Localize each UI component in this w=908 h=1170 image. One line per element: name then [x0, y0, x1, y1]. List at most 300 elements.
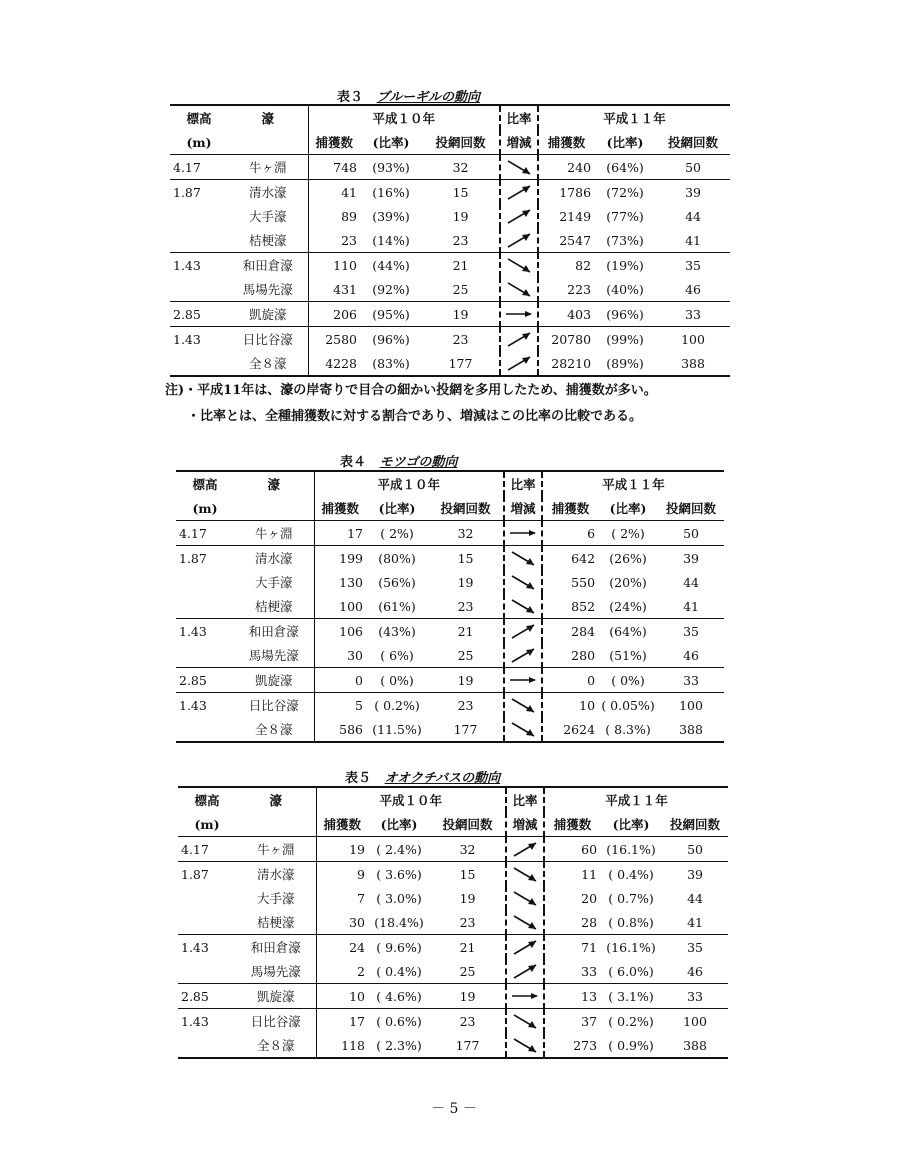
cell-pct10: (95%) — [360, 302, 422, 327]
col-header-nets11: 投網回数 — [668, 135, 719, 150]
cell-trend — [506, 984, 544, 1009]
cell-pct10: (93%) — [360, 155, 422, 180]
trend-down-arrow-icon — [508, 597, 538, 615]
cell-altitude: 2.85 — [170, 302, 228, 327]
table4-title — [340, 451, 457, 470]
cell-pct10: ( 3.6%) — [368, 862, 430, 887]
cell-count10: 10 — [316, 984, 368, 1009]
cell-nets11: 44 — [683, 574, 699, 590]
cell-count10: 9 — [316, 862, 368, 887]
table-row — [178, 1009, 728, 1034]
trend-down-arrow-icon — [510, 889, 540, 907]
cell-nets11: 44 — [687, 890, 703, 906]
cell-moat: 全８濠 — [236, 1033, 316, 1058]
cell-moat: 清水濠 — [234, 546, 314, 571]
trend-up-arrow-icon — [504, 330, 534, 348]
cell-nets10: 15 — [428, 546, 504, 571]
cell-count10: 199 — [314, 546, 366, 571]
cell-count11: 71 — [544, 935, 600, 960]
cell-count10: 30 — [347, 647, 363, 663]
cell-moat: 凱旋濠 — [236, 984, 316, 1009]
cell-pct11: (19%) — [594, 253, 656, 278]
cell-nets10: 21 — [428, 619, 504, 644]
table-row — [178, 886, 728, 910]
table-row — [170, 204, 730, 228]
cell-count10: 748 — [308, 155, 360, 180]
col-header-altitude: 標高 — [178, 787, 236, 812]
table-row — [176, 693, 724, 718]
cell-pct10: (80%) — [366, 546, 428, 571]
cell-pct11: (96%) — [594, 302, 656, 327]
col-header-count10: 捕獲数 — [315, 135, 353, 150]
table-row — [178, 910, 728, 935]
table-row — [170, 228, 730, 253]
cell-pct10: ( 2.4%) — [368, 837, 430, 862]
col-header-count10: 捕獲数 — [323, 817, 361, 832]
cell-nets10: 19 — [459, 890, 476, 906]
trend-up-arrow-icon — [504, 183, 534, 201]
trend-down-arrow-icon — [504, 256, 534, 274]
cell-pct11: (64%) — [598, 619, 658, 644]
cell-nets11: 33 — [656, 302, 730, 327]
col-header-moat: 濠 — [234, 471, 314, 496]
cell-pct11: (72%) — [594, 180, 656, 205]
table-row — [176, 594, 724, 619]
table-row — [178, 1033, 728, 1058]
cell-altitude — [178, 886, 236, 910]
cell-count11: 20 — [581, 890, 598, 906]
cell-pct11: (51%) — [609, 647, 647, 663]
col-header-pct11: (比率) — [606, 135, 644, 150]
cell-moat: 凱旋濠 — [228, 302, 308, 327]
cell-nets10: 23 — [428, 693, 504, 718]
cell-count11: 2624 — [542, 717, 598, 742]
cell-moat: 清水濠 — [228, 180, 308, 205]
trend-down-arrow-icon — [508, 696, 538, 714]
cell-count11: 2547 — [559, 232, 592, 248]
cell-count10: 24 — [316, 935, 368, 960]
col-header-nets10: 投網回数 — [440, 501, 491, 516]
col-header-year11: 平成１１年 — [538, 105, 730, 130]
trend-down-arrow-icon — [508, 549, 538, 567]
cell-trend — [504, 643, 542, 668]
note-line-2: ・比率とは、全種捕獲数に対する割合であり、増減はこの比率の比較である。 — [187, 409, 643, 424]
col-header-change: 増減 — [500, 130, 538, 155]
col-header-ratio: 比率 — [500, 105, 538, 130]
col-header-unit: (m) — [186, 134, 212, 150]
col-header-year11: 平成１１年 — [542, 471, 724, 496]
col-header-ratio: 比率 — [504, 471, 542, 496]
cell-pct11: ( 0.2%) — [600, 1009, 662, 1034]
cell-count11: 0 — [542, 668, 598, 693]
col-header-pct10: (比率) — [372, 135, 410, 150]
cell-moat: 凱旋濠 — [234, 668, 314, 693]
cell-trend — [506, 959, 544, 984]
cell-nets11: 50 — [656, 155, 730, 180]
cell-count11: 223 — [567, 281, 592, 297]
cell-count11: 82 — [538, 253, 594, 278]
cell-nets10: 23 — [422, 327, 500, 352]
trend-up-arrow-icon — [510, 962, 540, 980]
cell-moat: 日比谷濠 — [236, 1009, 316, 1034]
cell-count10: 431 — [333, 281, 357, 297]
cell-count10: 586 — [314, 717, 366, 742]
cell-pct11: (77%) — [606, 208, 644, 224]
cell-pct11: (99%) — [594, 327, 656, 352]
cell-trend — [500, 253, 538, 278]
cell-count10: 19 — [316, 837, 368, 862]
cell-pct10: ( 0.6%) — [368, 1009, 430, 1034]
cell-pct10: ( 2%) — [366, 521, 428, 546]
col-header-count11: 捕獲数 — [547, 135, 586, 150]
cell-nets11: 44 — [685, 208, 701, 224]
cell-pct10: (14%) — [372, 232, 410, 248]
col-header-blank — [234, 496, 314, 521]
cell-nets10: 19 — [430, 984, 506, 1009]
cell-nets10: 25 — [452, 281, 469, 297]
cell-altitude: 1.87 — [178, 862, 236, 887]
cell-nets10: 177 — [428, 717, 504, 742]
cell-altitude: 1.43 — [170, 327, 228, 352]
cell-pct11: ( 3.1%) — [600, 984, 662, 1009]
table-row — [178, 959, 728, 984]
cell-trend — [500, 228, 538, 253]
cell-count11: 642 — [542, 546, 598, 571]
cell-count11: 10 — [542, 693, 598, 718]
cell-nets10: 19 — [422, 302, 500, 327]
cell-count11: 2149 — [559, 208, 592, 224]
table-row — [176, 570, 724, 594]
cell-altitude — [176, 643, 234, 668]
trend-flat-arrow-icon — [510, 987, 540, 1005]
cell-count10: 118 — [316, 1033, 368, 1058]
cell-altitude — [178, 959, 236, 984]
table-row — [176, 619, 724, 644]
cell-pct11: ( 8.3%) — [598, 717, 658, 742]
cell-trend — [504, 619, 542, 644]
cell-nets10: 32 — [422, 155, 500, 180]
cell-moat: 馬場先濠 — [234, 643, 314, 668]
cell-count10: 100 — [339, 598, 363, 614]
header-row-2 — [178, 812, 728, 837]
table3 — [170, 104, 730, 377]
cell-altitude: 1.43 — [176, 619, 234, 644]
cell-nets10: 23 — [459, 914, 476, 930]
trend-up-arrow-icon — [508, 646, 538, 664]
cell-nets10: 32 — [430, 837, 506, 862]
table3-title-prefix: 表３ — [337, 90, 364, 105]
cell-pct10: (83%) — [360, 351, 422, 376]
cell-count11: 403 — [538, 302, 594, 327]
trend-up-arrow-icon — [504, 231, 534, 249]
trend-flat-arrow-icon — [504, 305, 534, 323]
col-header-pct10: (比率) — [380, 817, 418, 832]
col-header-nets11: 投網回数 — [670, 817, 721, 832]
cell-trend — [500, 204, 538, 228]
trend-flat-arrow-icon — [508, 671, 538, 689]
cell-trend — [500, 277, 538, 302]
table-row — [176, 643, 724, 668]
cell-pct10: (16%) — [360, 180, 422, 205]
table3-title-main: ブルーギルの動向 — [376, 90, 480, 105]
cell-pct11: (24%) — [609, 598, 647, 614]
cell-trend — [504, 717, 542, 742]
cell-altitude — [176, 570, 234, 594]
cell-count11: 20780 — [538, 327, 594, 352]
trend-down-arrow-icon — [504, 280, 534, 298]
table-row — [176, 546, 724, 571]
trend-up-arrow-icon — [510, 840, 540, 858]
cell-count10: 130 — [339, 574, 363, 590]
col-header-count11: 捕獲数 — [551, 501, 590, 516]
trend-down-arrow-icon — [508, 573, 538, 591]
cell-pct10: (43%) — [366, 619, 428, 644]
cell-trend — [500, 327, 538, 352]
cell-count11: 37 — [544, 1009, 600, 1034]
cell-nets10: 19 — [452, 208, 469, 224]
cell-nets11: 33 — [658, 668, 724, 693]
col-header-moat: 濠 — [228, 105, 308, 130]
table4-title-prefix: 表４ — [340, 455, 367, 470]
cell-pct11: ( 0%) — [598, 668, 658, 693]
cell-trend — [500, 302, 538, 327]
cell-nets11: 388 — [662, 1033, 728, 1058]
table-row — [176, 668, 724, 693]
cell-nets11: 33 — [662, 984, 728, 1009]
trend-up-arrow-icon — [504, 207, 534, 225]
cell-moat: 大手濠 — [234, 570, 314, 594]
cell-altitude — [176, 594, 234, 619]
cell-trend — [504, 521, 542, 546]
cell-nets11: 50 — [662, 837, 728, 862]
cell-nets11: 46 — [683, 647, 699, 663]
cell-count10: 89 — [341, 208, 357, 224]
trend-flat-arrow-icon — [508, 524, 538, 542]
cell-nets11: 46 — [685, 281, 701, 297]
table-row — [178, 984, 728, 1009]
table-row — [170, 277, 730, 302]
cell-pct11: ( 0.9%) — [600, 1033, 662, 1058]
trend-up-arrow-icon — [508, 622, 538, 640]
cell-nets11: 388 — [658, 717, 724, 742]
cell-count10: 106 — [314, 619, 366, 644]
table5 — [178, 786, 728, 1059]
cell-pct11: (16.1%) — [600, 935, 662, 960]
cell-nets11: 50 — [658, 521, 724, 546]
cell-nets11: 46 — [687, 963, 703, 979]
col-header-nets10: 投網回数 — [442, 817, 493, 832]
cell-altitude: 1.43 — [178, 1009, 236, 1034]
trend-down-arrow-icon — [510, 1036, 540, 1054]
cell-moat: 全８濠 — [234, 717, 314, 742]
cell-altitude — [170, 228, 228, 253]
col-header-moat: 濠 — [236, 787, 316, 812]
cell-altitude: 4.17 — [178, 837, 236, 862]
cell-pct11: (40%) — [606, 281, 644, 297]
cell-count11: 284 — [542, 619, 598, 644]
cell-nets10: 15 — [422, 180, 500, 205]
trend-down-arrow-icon — [504, 158, 534, 176]
col-header-count10: 捕獲数 — [321, 501, 359, 516]
cell-nets10: 25 — [459, 963, 476, 979]
col-header-change: 増減 — [506, 812, 544, 837]
trend-up-arrow-icon — [510, 938, 540, 956]
col-header-year10: 平成１０年 — [308, 105, 500, 130]
cell-count11: 28210 — [538, 351, 594, 376]
cell-nets11: 41 — [683, 598, 699, 614]
cell-pct10: (56%) — [378, 574, 416, 590]
cell-trend — [504, 594, 542, 619]
cell-nets10: 25 — [457, 647, 474, 663]
header-row-1 — [178, 787, 728, 812]
cell-altitude — [178, 910, 236, 935]
cell-moat: 和田倉濠 — [228, 253, 308, 278]
cell-altitude: 2.85 — [178, 984, 236, 1009]
cell-pct11: (16.1%) — [600, 837, 662, 862]
cell-moat: 日比谷濠 — [228, 327, 308, 352]
cell-pct11: ( 0.7%) — [608, 890, 654, 906]
header-row-1 — [176, 471, 724, 496]
cell-nets11: 39 — [656, 180, 730, 205]
header-row-2 — [176, 496, 724, 521]
cell-moat: 牛ヶ淵 — [228, 155, 308, 180]
cell-nets10: 19 — [457, 574, 474, 590]
cell-count10: 17 — [314, 521, 366, 546]
cell-altitude: 2.85 — [176, 668, 234, 693]
cell-pct11: ( 0.4%) — [600, 862, 662, 887]
cell-nets11: 41 — [687, 914, 703, 930]
cell-moat: 馬場先濠 — [228, 277, 308, 302]
col-header-year11: 平成１１年 — [544, 787, 728, 812]
cell-pct10: (44%) — [360, 253, 422, 278]
cell-pct11: ( 0.8%) — [608, 914, 654, 930]
col-header-year10: 平成１０年 — [314, 471, 504, 496]
header-row-1 — [170, 105, 730, 130]
cell-count11: 33 — [581, 963, 598, 979]
cell-nets11: 35 — [662, 935, 728, 960]
col-header-change: 増減 — [504, 496, 542, 521]
cell-count10: 2 — [357, 963, 365, 979]
cell-nets10: 32 — [428, 521, 504, 546]
header-row-2 — [170, 130, 730, 155]
cell-nets10: 15 — [430, 862, 506, 887]
table-row — [170, 253, 730, 278]
cell-count11: 550 — [571, 574, 596, 590]
trend-up-arrow-icon — [504, 354, 534, 372]
cell-moat: 清水濠 — [236, 862, 316, 887]
cell-trend — [506, 1009, 544, 1034]
cell-nets10: 21 — [430, 935, 506, 960]
cell-nets10: 177 — [430, 1033, 506, 1058]
cell-nets11: 100 — [662, 1009, 728, 1034]
cell-trend — [504, 693, 542, 718]
cell-pct10: (11.5%) — [366, 717, 428, 742]
cell-pct11: ( 0.05%) — [598, 693, 658, 718]
cell-moat: 日比谷濠 — [234, 693, 314, 718]
col-header-count11: 捕獲数 — [553, 817, 592, 832]
cell-moat: 桔梗濠 — [234, 594, 314, 619]
cell-count11: 1786 — [538, 180, 594, 205]
cell-pct10: ( 2.3%) — [368, 1033, 430, 1058]
cell-altitude: 4.17 — [170, 155, 228, 180]
cell-moat: 馬場先濠 — [236, 959, 316, 984]
cell-count11: 60 — [544, 837, 600, 862]
cell-trend — [500, 155, 538, 180]
table5-title-main: オオクチバスの動向 — [384, 771, 501, 786]
cell-trend — [500, 351, 538, 376]
col-header-blank — [228, 130, 308, 155]
cell-nets10: 177 — [422, 351, 500, 376]
col-header-pct11: (比率) — [609, 501, 647, 516]
trend-down-arrow-icon — [510, 1012, 540, 1030]
cell-moat: 和田倉濠 — [236, 935, 316, 960]
cell-count10: 0 — [314, 668, 366, 693]
table-row — [170, 351, 730, 376]
col-header-altitude: 標高 — [170, 105, 228, 130]
cell-altitude: 1.87 — [170, 180, 228, 205]
cell-count10: 110 — [308, 253, 360, 278]
note-line-1: 注)・平成11年は、濠の岸寄りで目合の細かい投網を多用したため、捕獲数が多い。 — [165, 383, 657, 398]
cell-trend — [506, 935, 544, 960]
cell-count11: 13 — [544, 984, 600, 1009]
col-header-year10: 平成１０年 — [316, 787, 506, 812]
cell-pct10: (18.4%) — [374, 914, 424, 930]
table-row — [176, 521, 724, 546]
cell-moat: 大手濠 — [228, 204, 308, 228]
table-row — [178, 862, 728, 887]
cell-nets11: 35 — [658, 619, 724, 644]
col-header-blank — [236, 812, 316, 837]
trend-down-arrow-icon — [508, 720, 538, 738]
cell-trend — [500, 180, 538, 205]
cell-trend — [504, 570, 542, 594]
cell-count10: 5 — [314, 693, 366, 718]
col-header-unit: (m) — [194, 816, 220, 832]
cell-pct10: ( 9.6%) — [368, 935, 430, 960]
table-row — [176, 717, 724, 742]
cell-nets11: 35 — [656, 253, 730, 278]
cell-count10: 17 — [316, 1009, 368, 1034]
cell-count11: 280 — [571, 647, 596, 663]
cell-nets10: 19 — [428, 668, 504, 693]
table-row — [170, 327, 730, 352]
cell-count11: 852 — [571, 598, 596, 614]
cell-nets11: 388 — [656, 351, 730, 376]
cell-pct10: (61%) — [378, 598, 416, 614]
col-header-nets11: 投網回数 — [666, 501, 717, 516]
table-row — [170, 302, 730, 327]
cell-count10: 23 — [341, 232, 357, 248]
cell-count11: 6 — [542, 521, 598, 546]
cell-nets11: 39 — [658, 546, 724, 571]
cell-moat: 桔梗濠 — [236, 910, 316, 935]
col-header-pct11: (比率) — [612, 817, 650, 832]
cell-count10: 206 — [308, 302, 360, 327]
trend-down-arrow-icon — [510, 913, 540, 931]
table5-title — [345, 767, 500, 786]
table3-title — [337, 86, 480, 105]
cell-pct10: (92%) — [372, 281, 410, 297]
cell-nets11: 39 — [662, 862, 728, 887]
cell-pct10: ( 3.0%) — [376, 890, 422, 906]
cell-pct11: (64%) — [594, 155, 656, 180]
cell-moat: 全８濠 — [228, 351, 308, 376]
cell-trend — [504, 546, 542, 571]
cell-pct11: (20%) — [609, 574, 647, 590]
cell-nets10: 23 — [457, 598, 474, 614]
cell-pct11: ( 6.0%) — [608, 963, 654, 979]
cell-pct10: ( 4.6%) — [368, 984, 430, 1009]
